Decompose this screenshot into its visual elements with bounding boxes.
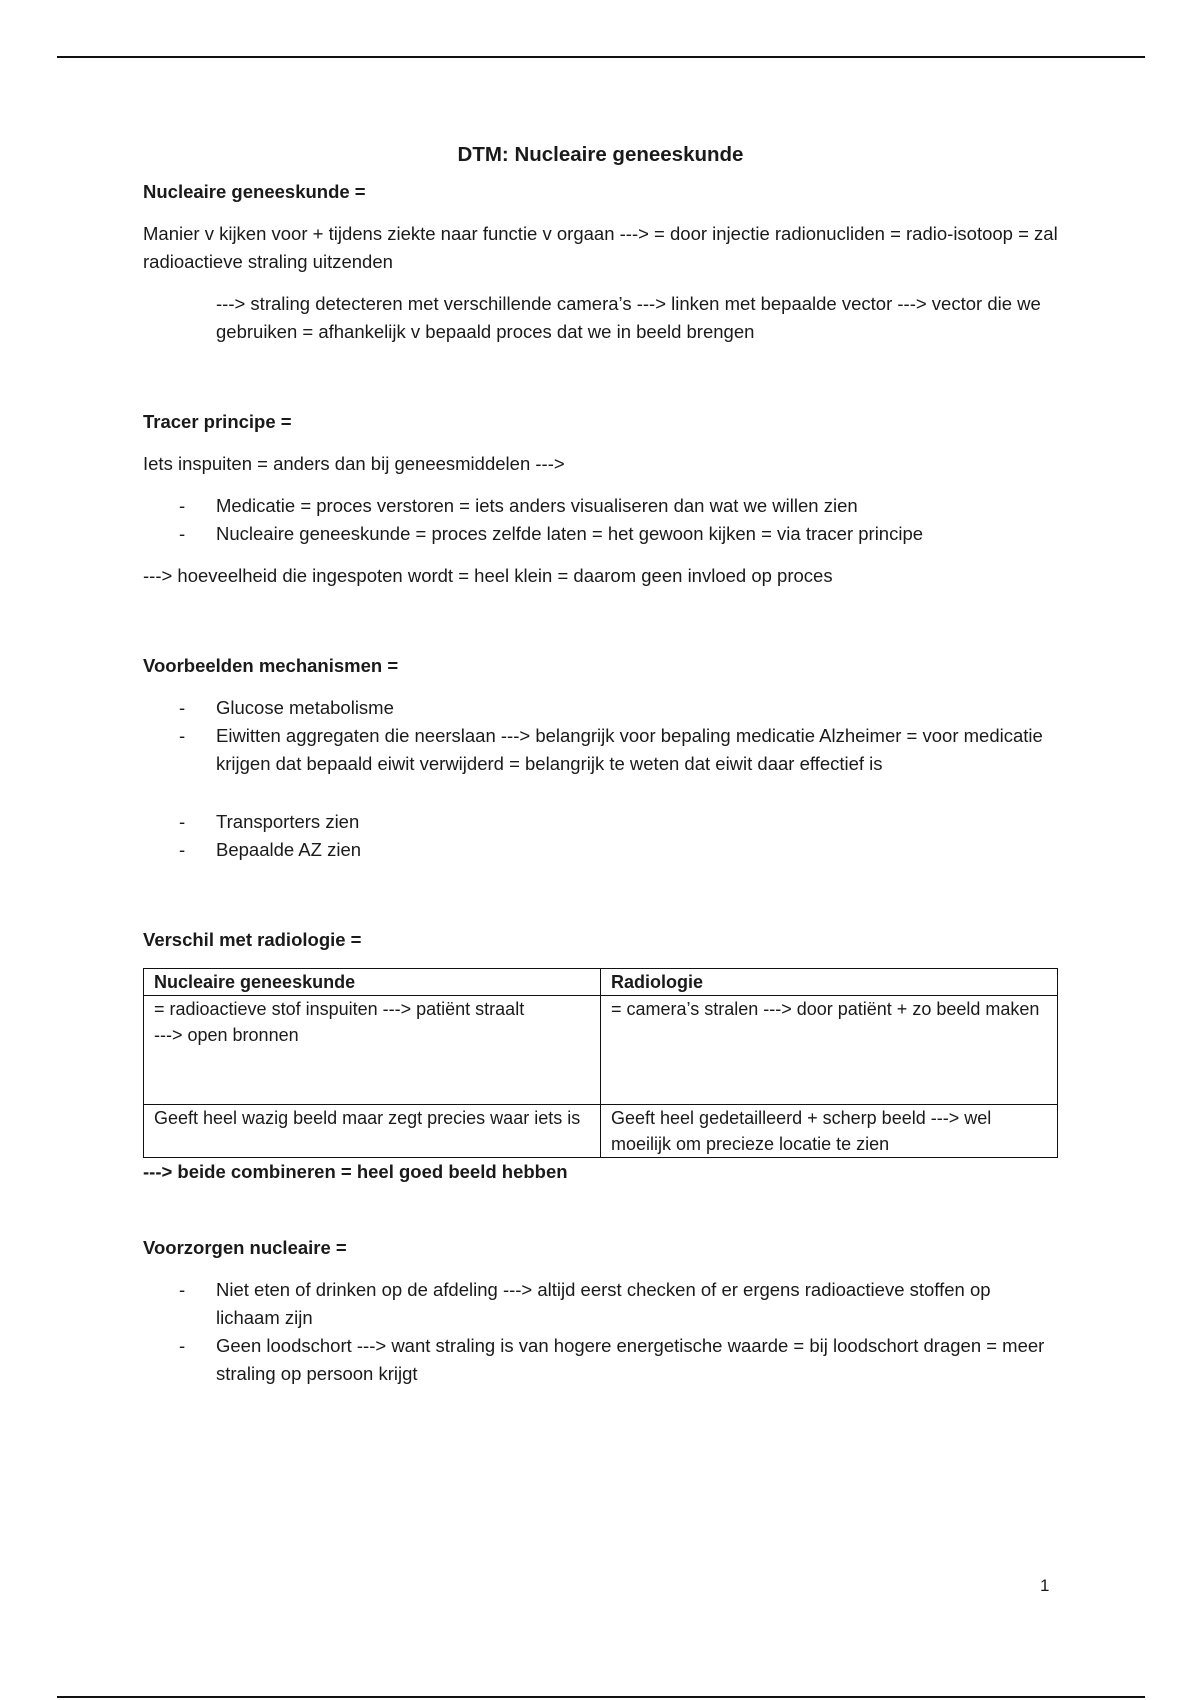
table-header-row bbox=[144, 969, 1058, 996]
list-item: - Transporters zien bbox=[143, 808, 1058, 836]
heading-tracer-principe: Tracer principe = bbox=[143, 411, 292, 432]
paragraph-tracer-intro: Iets inspuiten = anders dan bij geneesmiddelen ---> bbox=[143, 453, 565, 474]
list-item: - Medicatie = proces verstoren = iets anders visualiseren dan wat we willen zien bbox=[143, 492, 1058, 520]
heading-verschil-radiologie: Verschil met radiologie = bbox=[143, 929, 362, 950]
list-item: - Bepaalde AZ zien bbox=[143, 836, 1058, 864]
table-cell: Geeft heel gedetailleerd + scherp beeld ---> wel moeilijk om precieze locatie te zien bbox=[601, 1105, 1058, 1158]
table-row bbox=[144, 996, 1058, 1105]
paragraph-tracer-note: ---> hoeveelheid die ingespoten wordt = heel klein = daarom geen invloed op proces bbox=[143, 565, 833, 586]
heading-nucleaire-geneeskunde: Nucleaire geneeskunde = bbox=[143, 181, 366, 202]
comparison-table bbox=[143, 968, 1058, 1158]
voorzorgen-list bbox=[143, 1276, 1058, 1388]
cell-line: = radioactieve stof inspuiten ---> patiënt straalt bbox=[154, 999, 525, 1019]
voorbeelden-list-2 bbox=[143, 808, 1058, 864]
table-header-nucleaire: Nucleaire geneeskunde bbox=[144, 969, 601, 996]
page-number: 1 bbox=[1040, 1576, 1050, 1595]
list-item: - Nucleaire geneeskunde = proces zelfde laten = het gewoon kijken = via tracer principe bbox=[143, 520, 1058, 548]
voorbeelden-list bbox=[143, 694, 1058, 778]
table-conclusion: ---> beide combineren = heel goed beeld hebben bbox=[143, 1161, 568, 1182]
top-rule bbox=[57, 56, 1145, 58]
list-item: - Eiwitten aggregaten die neerslaan ---> belangrijk voor bepaling medicatie Alzheimer = voor medicatie krijgen dat bepaald eiwit verwijderd = belangrijk te weten dat eiwit daar effectief is bbox=[143, 722, 1058, 778]
document-body bbox=[143, 140, 1058, 1402]
list-item: - Glucose metabolisme bbox=[143, 694, 1058, 722]
table-cell: Geeft heel wazig beeld maar zegt precies waar iets is bbox=[144, 1105, 601, 1158]
list-item: - Niet eten of drinken op de afdeling ---> altijd eerst checken of er ergens radioactieve stoffen op lichaam zijn bbox=[143, 1276, 1058, 1332]
table-cell: = camera’s stralen ---> door patiënt + zo beeld maken bbox=[601, 996, 1058, 1105]
table-header-radiologie: Radiologie bbox=[601, 969, 1058, 996]
paragraph-nucleaire-definition: Manier v kijken voor + tijdens ziekte naar functie v orgaan ---> = door injectie radionucliden = radio-isotoop = zal radioactieve straling uitzenden bbox=[143, 223, 1058, 272]
heading-voorbeelden-mechanismen: Voorbeelden mechanismen = bbox=[143, 655, 399, 676]
list-item: - Geen loodschort ---> want straling is van hogere energetische waarde = bij loodschort dragen = meer straling op persoon krijgt bbox=[143, 1332, 1058, 1388]
bottom-rule bbox=[57, 1696, 1145, 1698]
page-title: DTM: Nucleaire geneeskunde bbox=[457, 143, 744, 166]
cell-line: ---> open bronnen bbox=[154, 1025, 299, 1045]
table-row bbox=[144, 1105, 1058, 1158]
heading-voorzorgen-nucleaire: Voorzorgen nucleaire = bbox=[143, 1237, 347, 1258]
table-cell bbox=[144, 996, 601, 1105]
tracer-list bbox=[143, 492, 1058, 548]
paragraph-nucleaire-indented: ---> straling detecteren met verschillende camera’s ---> linken met bepaalde vector ---> vector die we gebruiken = afhankelijk v bepaald proces dat we in beeld brengen bbox=[216, 293, 1041, 342]
